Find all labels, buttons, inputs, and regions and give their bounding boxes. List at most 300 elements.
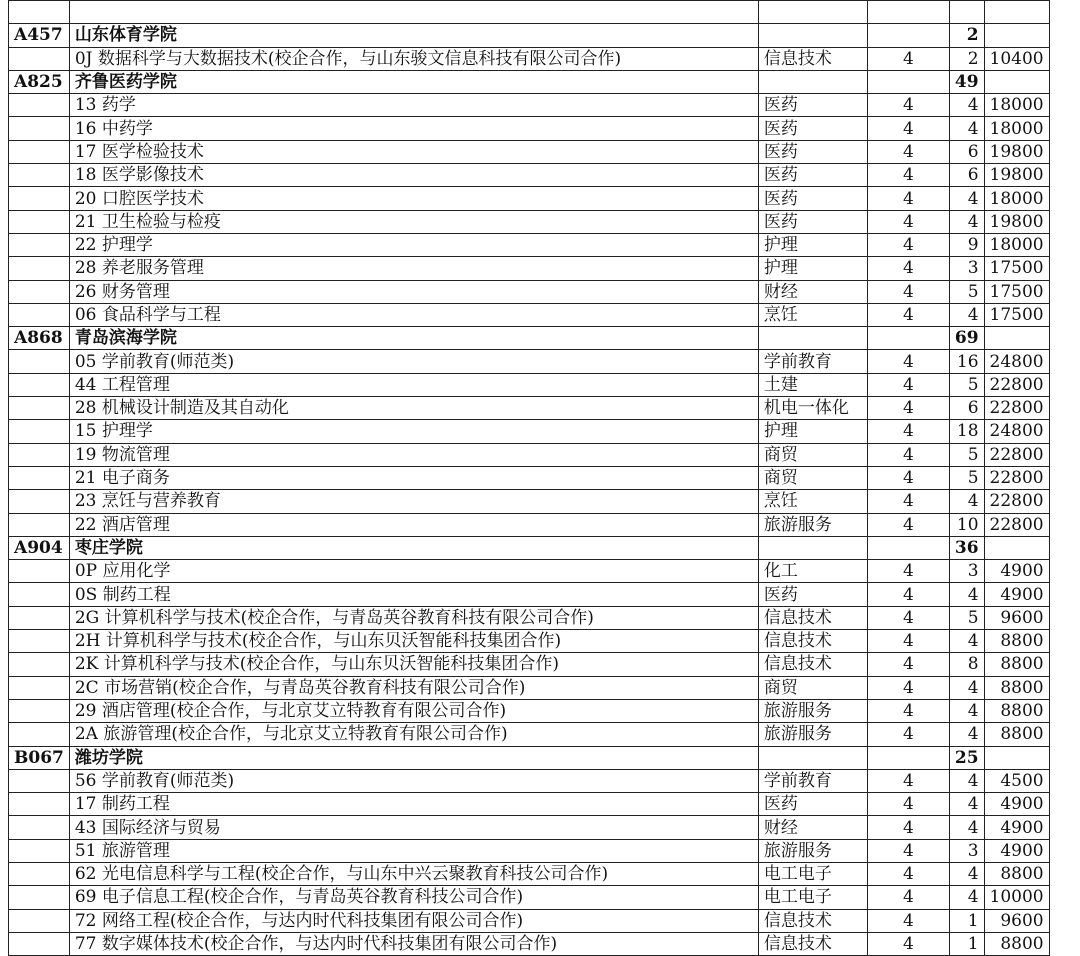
major-category: 护理 — [758, 257, 867, 280]
major-category: 信息技术 — [758, 932, 867, 955]
major-code: 2A — [74, 724, 98, 745]
major-category: 信息技术 — [758, 630, 867, 653]
major-row — [9, 210, 1050, 233]
major-indent — [9, 257, 70, 280]
major-plan: 4 — [949, 187, 984, 210]
major-category: 信息技术 — [758, 606, 867, 629]
major-cell — [69, 397, 758, 420]
major-category: 旅游服务 — [758, 513, 867, 536]
major-name: 数据科学与大数据技术(校企合作，与山东骏文信息科技有限公司合作) — [97, 48, 622, 69]
major-plan: 4 — [949, 886, 984, 909]
major-plan: 3 — [949, 257, 984, 280]
major-years: 4 — [867, 210, 949, 233]
major-fee: 19800 — [984, 210, 1049, 233]
major-row — [9, 583, 1050, 606]
major-category: 财经 — [758, 816, 867, 839]
major-indent — [9, 676, 70, 699]
major-code: 26 — [74, 281, 97, 302]
major-plan: 4 — [949, 793, 984, 816]
major-fee: 8800 — [984, 862, 1049, 885]
major-indent — [9, 303, 70, 326]
major-name: 财务管理 — [101, 281, 170, 302]
major-category: 土建 — [758, 373, 867, 396]
table-body — [9, 1, 1050, 956]
major-code: 0J — [74, 48, 93, 69]
major-category: 学前教育 — [758, 769, 867, 792]
enrollment-plan-table — [8, 0, 1050, 956]
major-years: 4 — [867, 280, 949, 303]
major-code: 44 — [74, 374, 97, 395]
major-category: 商贸 — [758, 466, 867, 489]
major-row — [9, 676, 1050, 699]
major-row — [9, 560, 1050, 583]
major-fee: 9600 — [984, 909, 1049, 932]
major-plan: 1 — [949, 909, 984, 932]
major-row — [9, 140, 1050, 163]
major-fee: 17500 — [984, 257, 1049, 280]
major-years: 4 — [867, 606, 949, 629]
major-plan: 4 — [949, 210, 984, 233]
school-fee-empty — [984, 24, 1049, 47]
major-row — [9, 932, 1050, 955]
school-name: 青岛滨海学院 — [69, 327, 758, 350]
major-indent — [9, 839, 70, 862]
major-indent — [9, 210, 70, 233]
school-category-empty — [758, 70, 867, 93]
major-indent — [9, 280, 70, 303]
major-name: 酒店管理(校企合作，与北京艾立特教育有限公司合作) — [101, 701, 507, 722]
school-total: 2 — [949, 24, 984, 47]
major-row — [9, 630, 1050, 653]
major-plan: 1 — [949, 932, 984, 955]
major-cell — [69, 769, 758, 792]
major-fee: 8800 — [984, 653, 1049, 676]
major-code: 20 — [74, 188, 97, 209]
major-cell — [69, 47, 758, 70]
major-cell — [69, 886, 758, 909]
major-fee: 24800 — [984, 350, 1049, 373]
major-name: 市场营销(校企合作，与青岛英谷教育科技有限公司合作) — [104, 677, 526, 698]
major-row — [9, 723, 1050, 746]
major-years: 4 — [867, 164, 949, 187]
major-indent — [9, 816, 70, 839]
major-fee: 22800 — [984, 397, 1049, 420]
major-indent — [9, 630, 70, 653]
major-name: 护理学 — [101, 421, 153, 442]
major-code: 18 — [74, 165, 97, 186]
major-years: 4 — [867, 630, 949, 653]
major-fee: 8800 — [984, 630, 1049, 653]
major-cell — [69, 280, 758, 303]
major-indent — [9, 443, 70, 466]
major-category: 烹饪 — [758, 490, 867, 513]
major-code: 16 — [74, 118, 97, 139]
school-years-empty — [867, 24, 949, 47]
major-category: 旅游服务 — [758, 839, 867, 862]
major-row — [9, 513, 1050, 536]
major-name: 数字媒体技术(校企合作，与达内时代科技集团有限公司合作) — [101, 934, 558, 955]
major-row — [9, 187, 1050, 210]
major-indent — [9, 420, 70, 443]
major-indent — [9, 909, 70, 932]
major-years: 4 — [867, 862, 949, 885]
major-plan: 10 — [949, 513, 984, 536]
major-indent — [9, 233, 70, 256]
major-category: 信息技术 — [758, 653, 867, 676]
major-row — [9, 839, 1050, 862]
major-years: 4 — [867, 303, 949, 326]
major-row — [9, 94, 1050, 117]
major-name: 电子商务 — [101, 468, 170, 489]
major-fee: 18000 — [984, 187, 1049, 210]
major-cell — [69, 839, 758, 862]
major-code: 06 — [74, 305, 97, 325]
major-fee: 8800 — [984, 699, 1049, 722]
major-category: 电工电子 — [758, 886, 867, 909]
clipped-top-row — [9, 1, 1050, 24]
major-years: 4 — [867, 909, 949, 932]
major-name: 制药工程 — [102, 584, 171, 605]
major-years: 4 — [867, 466, 949, 489]
major-years: 4 — [867, 653, 949, 676]
school-code: A457 — [9, 24, 70, 47]
major-code: 51 — [74, 840, 97, 861]
major-fee: 22800 — [984, 490, 1049, 513]
major-fee: 24800 — [984, 420, 1049, 443]
major-fee: 18000 — [984, 117, 1049, 140]
major-code: 21 — [74, 468, 97, 489]
school-name: 齐鲁医药学院 — [69, 70, 758, 93]
major-name: 制药工程 — [101, 794, 170, 815]
major-cell — [69, 350, 758, 373]
major-name: 旅游管理 — [101, 840, 170, 861]
major-fee: 18000 — [984, 94, 1049, 117]
major-code: 28 — [74, 398, 97, 419]
major-row — [9, 117, 1050, 140]
major-cell — [69, 793, 758, 816]
major-code: 23 — [74, 491, 97, 512]
major-years: 4 — [867, 397, 949, 420]
school-row — [9, 327, 1050, 350]
school-total: 25 — [949, 746, 984, 769]
school-years-empty — [867, 746, 949, 769]
major-category: 护理 — [758, 420, 867, 443]
major-category: 化工 — [758, 560, 867, 583]
major-cell — [69, 932, 758, 955]
major-cell — [69, 490, 758, 513]
major-row — [9, 816, 1050, 839]
school-years-empty — [867, 536, 949, 559]
major-plan: 4 — [949, 862, 984, 885]
major-name: 国际经济与贸易 — [101, 817, 221, 838]
major-cell — [69, 373, 758, 396]
major-plan: 4 — [949, 676, 984, 699]
major-fee: 4900 — [984, 839, 1049, 862]
school-total: 69 — [949, 327, 984, 350]
major-cell — [69, 420, 758, 443]
major-fee: 17500 — [984, 303, 1049, 326]
major-row — [9, 653, 1050, 676]
major-plan: 6 — [949, 164, 984, 187]
major-code: 17 — [74, 794, 97, 815]
major-name: 计算机科学与技术(校企合作，与青岛英谷教育科技有限公司合作) — [104, 607, 594, 628]
major-indent — [9, 606, 70, 629]
major-indent — [9, 397, 70, 420]
school-code: A868 — [9, 327, 70, 350]
major-code: 29 — [74, 701, 97, 722]
major-name: 计算机科学与技术(校企合作，与山东贝沃智能科技集团合作) — [105, 631, 562, 652]
major-cell — [69, 443, 758, 466]
school-total: 36 — [949, 536, 984, 559]
major-category: 信息技术 — [758, 909, 867, 932]
major-cell — [69, 816, 758, 839]
major-plan: 4 — [949, 699, 984, 722]
major-name: 网络工程(校企合作，与达内时代科技集团有限公司合作) — [101, 910, 524, 931]
major-plan: 3 — [949, 839, 984, 862]
major-name: 应用化学 — [102, 561, 171, 582]
major-code: 17 — [74, 141, 97, 162]
major-cell — [69, 187, 758, 210]
major-code: 2G — [74, 607, 100, 628]
major-fee: 22800 — [984, 443, 1049, 466]
major-fee: 9600 — [984, 606, 1049, 629]
major-name: 酒店管理 — [101, 514, 170, 535]
major-indent — [9, 350, 70, 373]
major-years: 4 — [867, 233, 949, 256]
major-code: 2H — [74, 631, 101, 652]
major-category: 医药 — [758, 117, 867, 140]
major-row — [9, 769, 1050, 792]
major-name: 计算机科学与技术(校企合作，与山东贝沃智能科技集团合作) — [103, 654, 560, 675]
major-cell — [69, 257, 758, 280]
major-indent — [9, 932, 70, 955]
major-name: 烹饪与营养教育 — [101, 491, 221, 512]
school-category-empty — [758, 24, 867, 47]
major-name: 护理学 — [101, 235, 153, 256]
major-name: 电子信息工程(校企合作，与青岛英谷教育科技公司合作) — [101, 887, 524, 908]
major-code: 0S — [74, 584, 98, 605]
major-name: 机械设计制造及其自动化 — [101, 398, 289, 419]
major-name: 养老服务管理 — [101, 258, 204, 279]
major-category: 医药 — [758, 94, 867, 117]
major-category: 信息技术 — [758, 47, 867, 70]
school-row — [9, 746, 1050, 769]
school-total: 49 — [949, 70, 984, 93]
major-years: 4 — [867, 257, 949, 280]
major-code: 69 — [74, 887, 97, 908]
major-indent — [9, 164, 70, 187]
major-indent — [9, 699, 70, 722]
major-row — [9, 164, 1050, 187]
major-category: 护理 — [758, 233, 867, 256]
major-cell — [69, 606, 758, 629]
major-indent — [9, 94, 70, 117]
school-name: 山东体育学院 — [69, 24, 758, 47]
major-plan: 4 — [949, 583, 984, 606]
major-category: 学前教育 — [758, 350, 867, 373]
major-years: 4 — [867, 769, 949, 792]
major-fee: 8800 — [984, 932, 1049, 955]
major-years: 4 — [867, 723, 949, 746]
major-cell — [69, 583, 758, 606]
major-code: 28 — [74, 258, 97, 279]
major-name: 卫生检验与检疫 — [101, 211, 221, 232]
school-row — [9, 536, 1050, 559]
major-plan: 5 — [949, 606, 984, 629]
major-years: 4 — [867, 560, 949, 583]
major-row — [9, 397, 1050, 420]
major-cell — [69, 676, 758, 699]
school-category-empty — [758, 536, 867, 559]
major-indent — [9, 140, 70, 163]
major-indent — [9, 886, 70, 909]
major-indent — [9, 862, 70, 885]
school-code: A825 — [9, 70, 70, 93]
school-years-empty — [867, 70, 949, 93]
major-plan: 4 — [949, 303, 984, 326]
major-category: 旅游服务 — [758, 723, 867, 746]
major-fee: 8800 — [984, 676, 1049, 699]
major-years: 4 — [867, 583, 949, 606]
major-years: 4 — [867, 932, 949, 955]
major-code: 0P — [74, 561, 98, 582]
major-code: 2K — [74, 654, 99, 675]
major-category: 医药 — [758, 164, 867, 187]
major-row — [9, 280, 1050, 303]
major-fee: 19800 — [984, 140, 1049, 163]
major-fee: 10400 — [984, 47, 1049, 70]
major-row — [9, 233, 1050, 256]
major-years: 4 — [867, 513, 949, 536]
major-fee: 17500 — [984, 280, 1049, 303]
major-fee: 4900 — [984, 583, 1049, 606]
major-indent — [9, 653, 70, 676]
school-name: 枣庄学院 — [69, 536, 758, 559]
major-indent — [9, 490, 70, 513]
major-code: 43 — [74, 817, 97, 838]
major-fee: 4900 — [984, 560, 1049, 583]
major-name: 食品科学与工程 — [101, 305, 221, 325]
major-code: 77 — [74, 934, 97, 955]
major-years: 4 — [867, 187, 949, 210]
major-name: 旅游管理(校企合作，与北京艾立特教育有限公司合作) — [103, 724, 508, 745]
major-name: 口腔医学技术 — [101, 188, 204, 209]
major-row — [9, 699, 1050, 722]
major-fee: 4500 — [984, 769, 1049, 792]
major-category: 电工电子 — [758, 862, 867, 885]
major-cell — [69, 303, 758, 326]
major-category: 商贸 — [758, 443, 867, 466]
major-indent — [9, 187, 70, 210]
major-row — [9, 606, 1050, 629]
major-indent — [9, 373, 70, 396]
major-fee: 22800 — [984, 466, 1049, 489]
major-years: 4 — [867, 699, 949, 722]
major-name: 学前教育(师范类) — [101, 770, 235, 791]
school-category-empty — [758, 746, 867, 769]
school-category-empty — [758, 327, 867, 350]
major-years: 4 — [867, 443, 949, 466]
major-code: 05 — [74, 351, 97, 372]
major-name: 物流管理 — [101, 444, 170, 465]
major-row — [9, 303, 1050, 326]
major-plan: 4 — [949, 630, 984, 653]
school-row — [9, 24, 1050, 47]
major-category: 医药 — [758, 793, 867, 816]
school-fee-empty — [984, 327, 1049, 350]
major-years: 4 — [867, 373, 949, 396]
major-cell — [69, 233, 758, 256]
major-years: 4 — [867, 676, 949, 699]
major-row — [9, 257, 1050, 280]
major-fee: 19800 — [984, 164, 1049, 187]
major-code: 2C — [74, 677, 99, 698]
major-category: 旅游服务 — [758, 699, 867, 722]
major-row — [9, 350, 1050, 373]
major-category: 财经 — [758, 280, 867, 303]
major-plan: 3 — [949, 560, 984, 583]
major-cell — [69, 466, 758, 489]
major-cell — [69, 513, 758, 536]
major-code: 21 — [74, 211, 97, 232]
major-plan: 6 — [949, 140, 984, 163]
school-name: 潍坊学院 — [69, 746, 758, 769]
major-row — [9, 420, 1050, 443]
major-plan: 5 — [949, 280, 984, 303]
major-cell — [69, 699, 758, 722]
school-fee-empty — [984, 746, 1049, 769]
major-plan: 18 — [949, 420, 984, 443]
major-fee: 8800 — [984, 723, 1049, 746]
major-category: 机电一体化 — [758, 397, 867, 420]
major-category: 医药 — [758, 187, 867, 210]
major-name: 光电信息科学与工程(校企合作，与山东中兴云聚教育科技公司合作) — [101, 864, 609, 885]
major-code: 56 — [74, 770, 97, 791]
major-cell — [69, 117, 758, 140]
major-plan: 4 — [949, 94, 984, 117]
major-indent — [9, 513, 70, 536]
major-cell — [69, 164, 758, 187]
major-cell — [69, 653, 758, 676]
major-plan: 9 — [949, 233, 984, 256]
major-category: 烹饪 — [758, 303, 867, 326]
major-plan: 5 — [949, 466, 984, 489]
major-name: 学前教育(师范类) — [101, 351, 235, 372]
major-code: 22 — [74, 235, 97, 256]
major-years: 4 — [867, 117, 949, 140]
major-category: 医药 — [758, 140, 867, 163]
major-fee: 18000 — [984, 233, 1049, 256]
major-row — [9, 373, 1050, 396]
major-row — [9, 443, 1050, 466]
major-fee: 4900 — [984, 793, 1049, 816]
major-plan: 4 — [949, 723, 984, 746]
major-cell — [69, 94, 758, 117]
major-code: 62 — [74, 864, 97, 885]
major-years: 4 — [867, 816, 949, 839]
major-indent — [9, 769, 70, 792]
major-code: 22 — [74, 514, 97, 535]
major-plan: 5 — [949, 443, 984, 466]
major-indent — [9, 466, 70, 489]
major-plan: 8 — [949, 653, 984, 676]
major-years: 4 — [867, 886, 949, 909]
major-indent — [9, 47, 70, 70]
major-indent — [9, 583, 70, 606]
major-indent — [9, 560, 70, 583]
major-name: 工程管理 — [101, 374, 170, 395]
major-indent — [9, 117, 70, 140]
